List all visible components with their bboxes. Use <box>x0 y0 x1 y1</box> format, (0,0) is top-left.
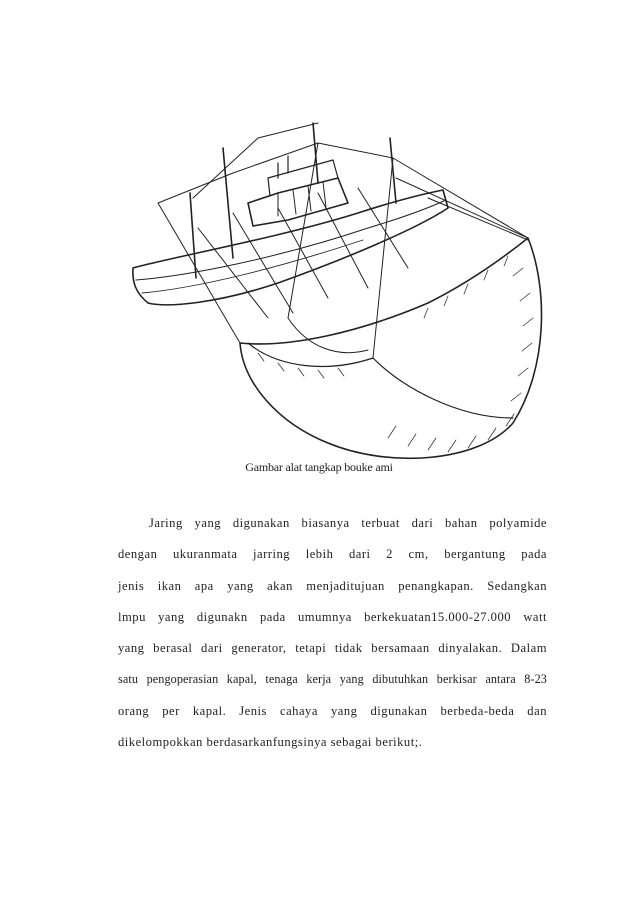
paragraph-line: dikelompokkan berdasarkanfungsinya sebagai berikut;. <box>118 735 423 750</box>
boat-mast <box>190 193 196 278</box>
figure-boat-illustration <box>128 118 553 468</box>
paragraph-line: satu pengoperasian kapal, tenaga kerja yang dibutuhkan berkisar antara 8-23 <box>118 672 547 687</box>
figure-caption: Gambar alat tangkap bouke ami <box>245 460 393 474</box>
paragraph-line: yang berasal dari generator, tetapi tidak bersamaan dinyalakan. Dalam <box>118 641 547 656</box>
boat-mast <box>223 148 233 258</box>
boat-hull <box>133 190 448 305</box>
paragraph-line: Jaring yang digunakan biasanya terbuat dari bahan polyamide <box>149 516 547 530</box>
paragraph-line: lmpu yang digunakn pada umumnya berkekuatan15.000-27.000 watt <box>118 609 547 624</box>
paragraph-line: jenis ikan apa yang akan menjaditujuan penangkapan. Sedangkan <box>118 578 547 593</box>
boat-mast <box>390 138 396 203</box>
net-lobe <box>373 358 513 418</box>
net-lobe <box>248 343 373 366</box>
paragraph-line: orang per kapal. Jenis cahaya yang digunakan berbeda-beda dan <box>118 703 547 718</box>
boat-cabin <box>248 178 348 226</box>
paragraph-line: dengan ukuranmata jarring lebih dari 2 cm, bergantung pada <box>118 547 547 562</box>
boat-net-drawing <box>128 118 553 468</box>
body-paragraph <box>118 508 547 758</box>
net-bag <box>240 238 542 458</box>
boat-mast <box>313 123 318 183</box>
